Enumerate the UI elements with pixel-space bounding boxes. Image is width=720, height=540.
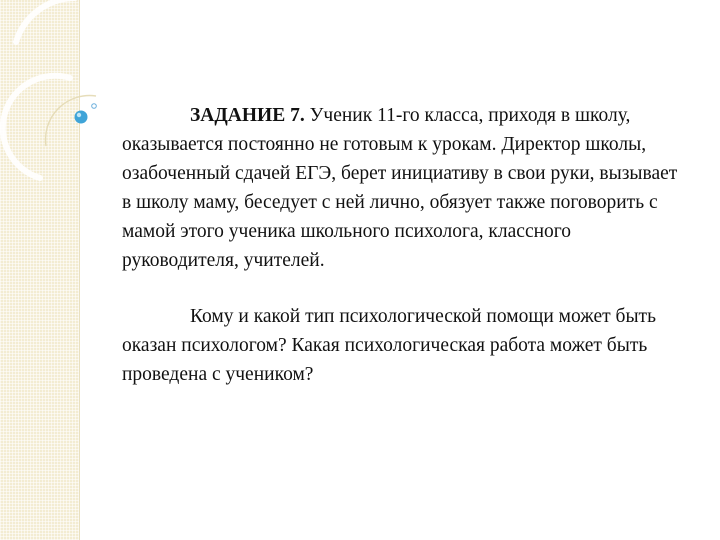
decorative-ring-large [16,0,75,42]
decorative-ring-small [46,96,96,146]
task-paragraph [122,101,682,275]
slide-body-text [122,101,682,389]
decorative-rings [0,0,130,200]
task-text: Ученик 11-го класса, приходя в школу, оказывается постоянно не готовым к урокам. Директор школы, озабоченный сдачей ЕГЭ, берет инициативу в свои руки, вызывает в школу маму, беседует с ней лично, обязует также поговорить с мамой этого ученика школьного психолога, классного руководителя, учителей. [122,105,678,271]
bullet-dot-highlight [77,113,81,117]
question-paragraph [122,302,682,389]
question-text: Кому и какой тип психологической помощи может быть оказан психологом? Какая психологическая работа может быть проведена с учеником? [122,306,656,385]
decorative-ring-medium [3,76,70,178]
bullet-dot [75,111,88,124]
task-heading: ЗАДАНИЕ 7. [190,105,305,126]
small-ring-dot [92,104,97,109]
